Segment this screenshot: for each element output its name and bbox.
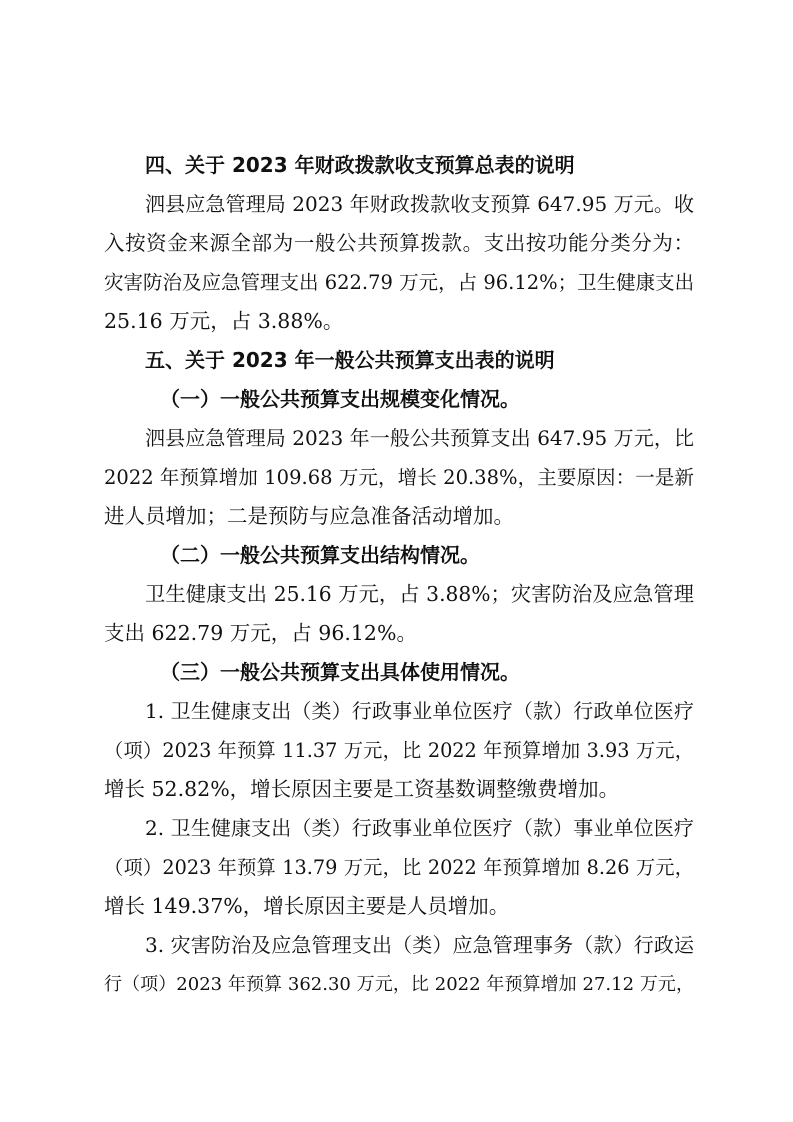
paragraph-line: 泗县应急管理局 2023 年财政拨款收支预算 647.95 万元。收 [145,192,694,216]
subsection-heading-1: （一）一般公共预算支出规模变化情况。 [160,387,520,411]
section-heading-5: 五、关于 2023 年一般公共预算支出表的说明 [145,348,555,372]
paragraph-line: 支出 622.79 万元，占 96.12%。 [104,621,417,645]
paragraph-line: （项）2023 年预算 11.37 万元，比 2022 年预算增加 3.93 万元， [104,739,694,762]
paragraph-line: 行（项）2023 年预算 362.30 万元，比 2022 年预算增加 27.12 万元， [104,974,694,995]
paragraph-line: 灾害防治及应急管理支出 622.79 万元，占 96.12%；卫生健康支出 [104,271,695,294]
paragraph-line: 卫生健康支出 25.16 万元，占 3.88%；灾害防治及应急管理 [145,582,694,606]
document-body [104,146,694,1004]
subsection-heading-2: （二）一般公共预算支出结构情况。 [160,543,480,567]
paragraph-line: 入按资金来源全部为一般公共预算拨款。支出按功能分类分为： [104,231,694,255]
paragraph-line: 进人员增加；二是预防与应急准备活动增加。 [104,504,514,528]
section-heading-4: 四、关于 2023 年财政拨款收支预算总表的说明 [145,153,575,177]
paragraph-line: 增长 52.82%，增长原因主要是工资基数调整缴费增加。 [104,777,620,801]
paragraph-line: 2022 年预算增加 109.68 万元，增长 20.38%，主要原因：一是新 [104,466,694,489]
paragraph-line: 增长 149.37%，增长原因主要是人员增加。 [104,894,510,918]
paragraph-line: （项）2023 年预算 13.79 万元，比 2022 年预算增加 8.26 万元， [104,856,694,879]
subsection-heading-3: （三）一般公共预算支出具体使用情况。 [160,660,520,684]
paragraph-line: 泗县应急管理局 2023 年一般公共预算支出 647.95 万元，比 [145,426,694,450]
paragraph-line: 2. 卫生健康支出（类）行政事业单位医疗（款）事业单位医疗 [145,816,694,840]
paragraph-line: 1. 卫生健康支出（类）行政事业单位医疗（款）行政单位医疗 [145,699,694,723]
paragraph-line: 25.16 万元，占 3.88%。 [104,309,344,333]
paragraph-line: 3. 灾害防治及应急管理支出（类）应急管理事务（款）行政运 [145,933,694,957]
